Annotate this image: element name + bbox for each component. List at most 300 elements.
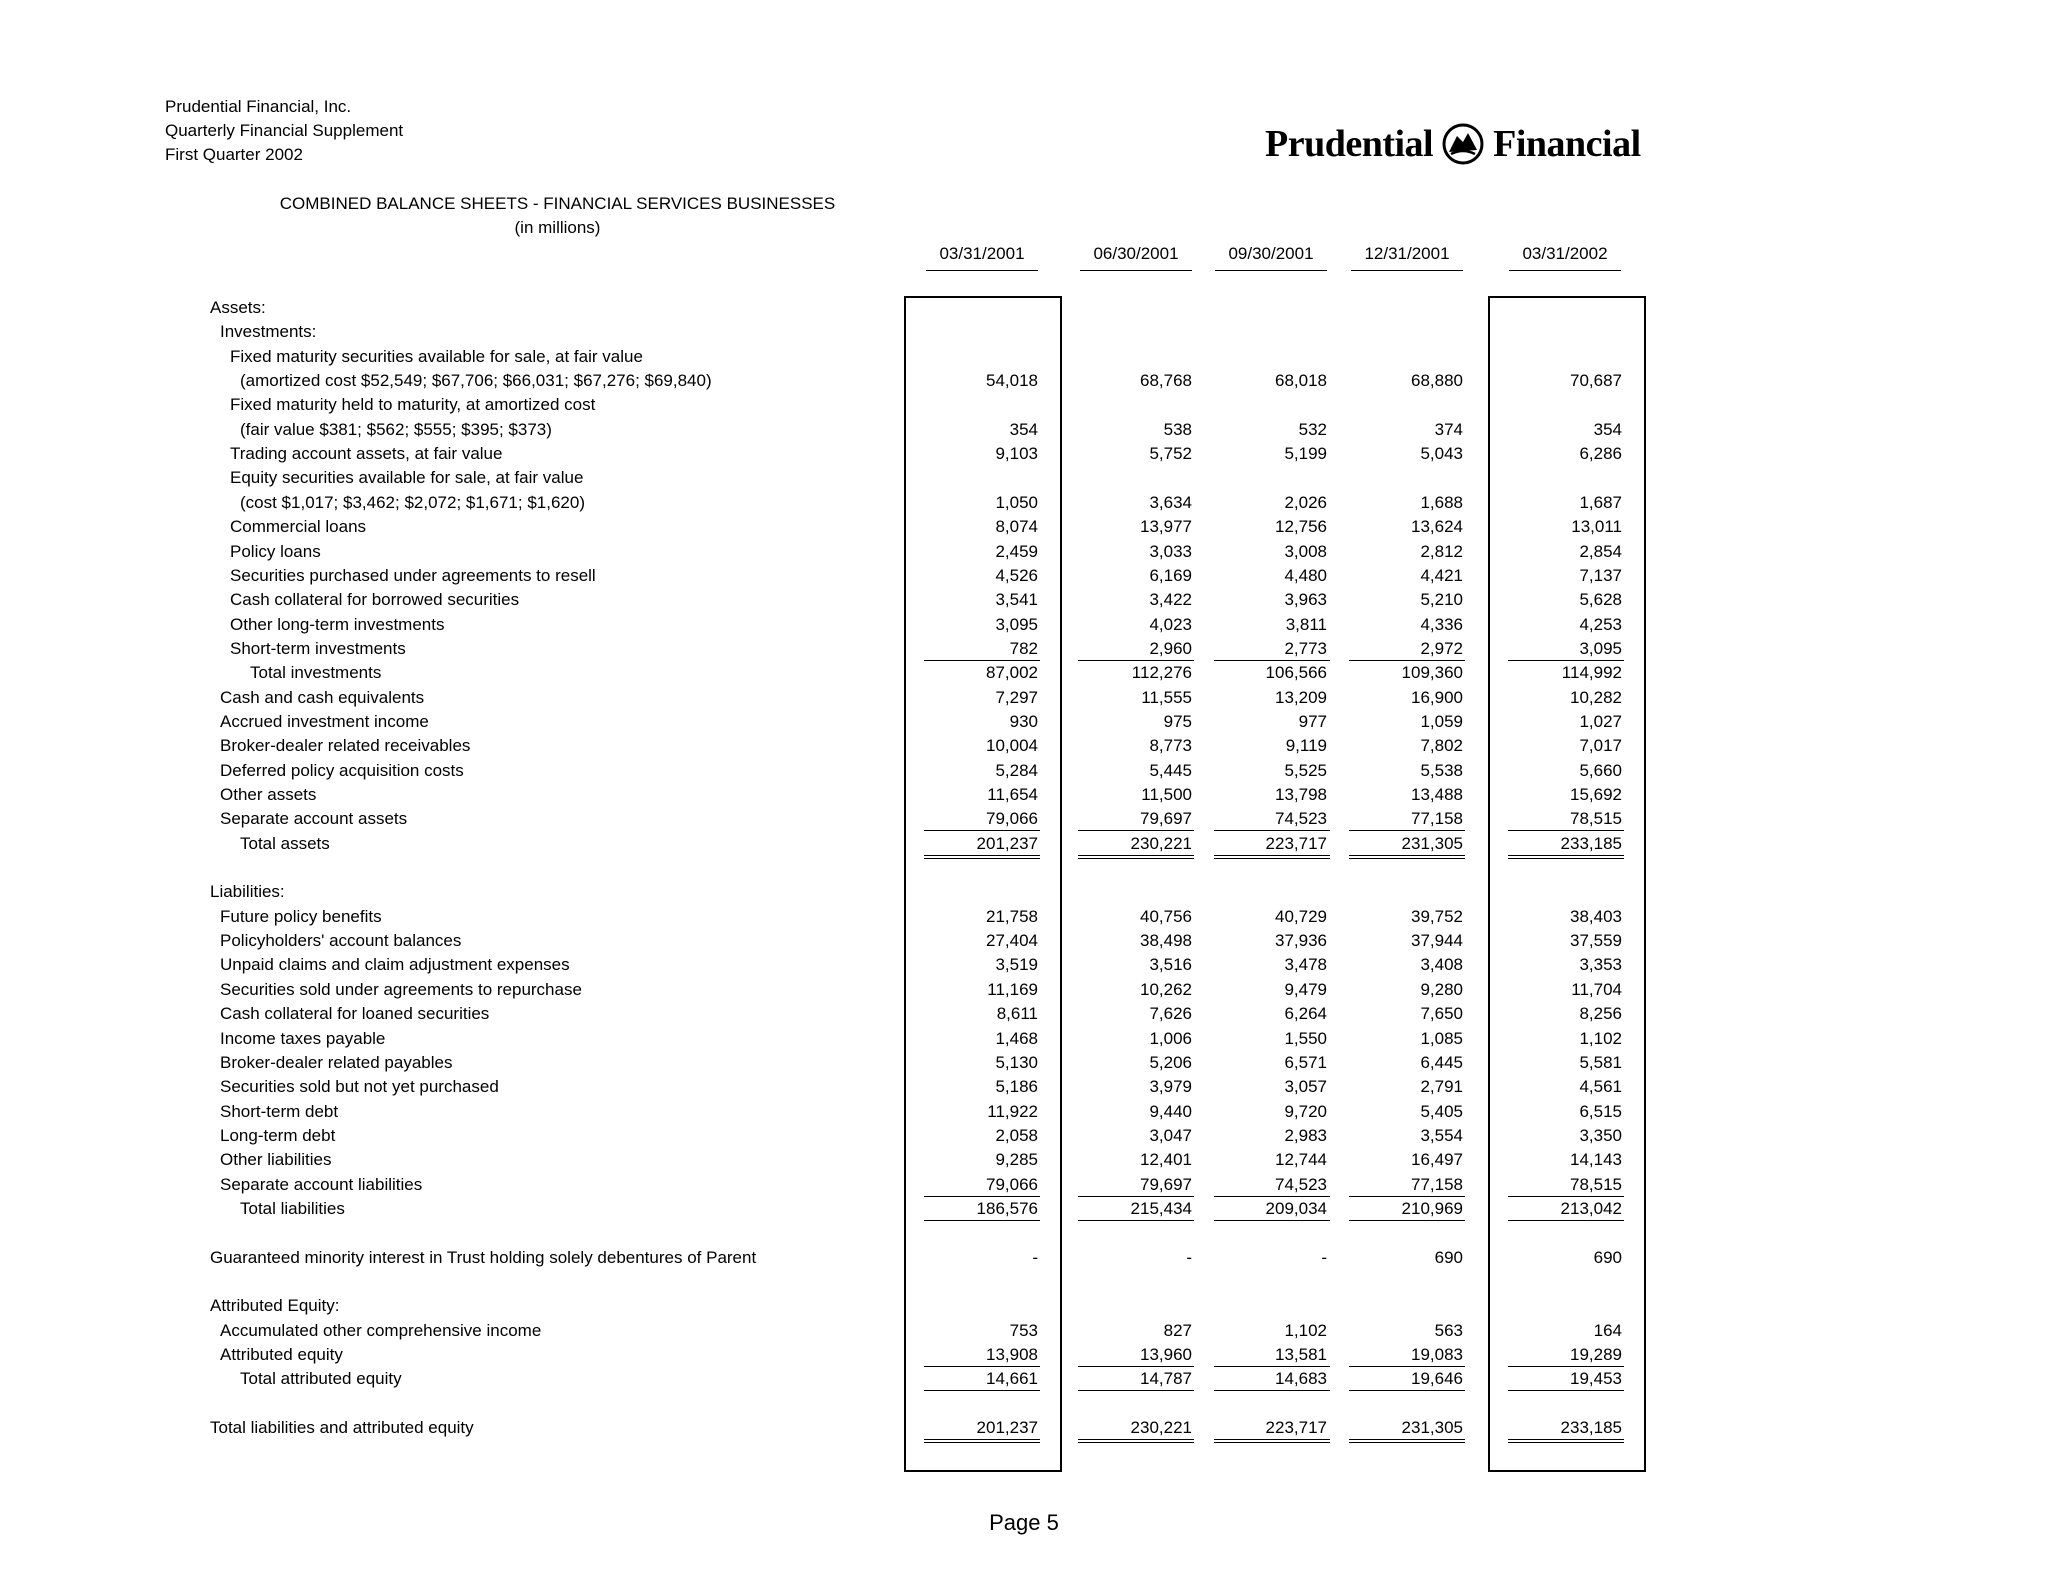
supplement-name: Quarterly Financial Supplement	[165, 121, 404, 140]
table-row	[0, 1248, 2048, 1272]
row-label: Cash and cash equivalents	[220, 688, 425, 707]
row-value: 68,018	[1275, 371, 1327, 390]
single-underline	[1349, 660, 1465, 661]
row-value: 354	[1593, 420, 1622, 439]
single-underline	[1508, 1366, 1624, 1367]
row-label: Other long-term investments	[230, 615, 445, 634]
table-row	[0, 907, 2048, 931]
table-row	[0, 542, 2048, 566]
row-value: 2,773	[1284, 639, 1327, 658]
table-row	[0, 980, 2048, 1004]
row-value: 2,972	[1420, 639, 1463, 658]
row-value: 5,581	[1579, 1053, 1622, 1072]
row-label: Liabilities:	[210, 882, 285, 901]
row-value: 8,773	[1149, 736, 1192, 755]
row-value: 9,103	[995, 444, 1038, 463]
row-value: 2,459	[995, 542, 1038, 561]
table-row	[0, 566, 2048, 590]
row-label: Attributed Equity:	[210, 1296, 340, 1315]
row-value: 2,812	[1420, 542, 1463, 561]
row-value: 3,008	[1284, 542, 1327, 561]
row-value: 9,285	[995, 1150, 1038, 1169]
row-value: 68,880	[1411, 371, 1463, 390]
row-value: 4,421	[1420, 566, 1463, 585]
single-underline	[1214, 660, 1330, 661]
row-value: 201,237	[976, 834, 1038, 853]
single-underline	[1508, 660, 1624, 661]
row-value: 563	[1434, 1321, 1463, 1340]
table-row	[0, 420, 2048, 444]
row-label: Policyholders' account balances	[220, 931, 462, 950]
row-value: 5,130	[995, 1053, 1038, 1072]
page-subtitle: (in millions)	[514, 218, 601, 237]
row-label: Total liabilities	[240, 1199, 345, 1218]
row-value: 78,515	[1570, 809, 1622, 828]
table-row	[0, 298, 2048, 322]
row-value: 4,561	[1579, 1077, 1622, 1096]
table-row	[0, 1004, 2048, 1028]
table-row	[0, 371, 2048, 395]
row-value: 1,688	[1420, 493, 1463, 512]
single-underline	[1078, 1196, 1194, 1197]
row-label: Securities purchased under agreements to resell	[230, 566, 596, 585]
row-value: 7,017	[1579, 736, 1622, 755]
row-value: 223,717	[1265, 834, 1327, 853]
row-value: 2,854	[1579, 542, 1622, 561]
single-underline	[1508, 1196, 1624, 1197]
row-value: 231,305	[1401, 834, 1463, 853]
row-value: 37,559	[1570, 931, 1622, 950]
quarter-label: First Quarter 2002	[165, 145, 303, 164]
row-value: 11,704	[1571, 980, 1622, 999]
row-value: 2,791	[1420, 1077, 1463, 1096]
double-underline	[924, 1439, 1040, 1443]
table-row	[0, 347, 2048, 371]
table-row	[0, 395, 2048, 419]
row-value: 5,660	[1579, 761, 1622, 780]
row-label: Accumulated other comprehensive income	[220, 1321, 542, 1340]
row-value: 13,977	[1140, 517, 1192, 536]
row-value: 7,802	[1420, 736, 1463, 755]
row-value: 230,221	[1130, 1418, 1192, 1437]
row-label: Commercial loans	[230, 517, 367, 536]
row-value: 215,434	[1130, 1199, 1192, 1218]
company-name: Prudential Financial, Inc.	[165, 97, 352, 116]
row-value: 77,158	[1411, 1175, 1463, 1194]
table-row	[0, 663, 2048, 687]
row-value: 6,169	[1149, 566, 1192, 585]
double-underline	[1078, 1439, 1194, 1443]
row-value: 27,404	[986, 931, 1038, 950]
row-label: Short-term debt	[220, 1102, 339, 1121]
row-label: Total investments	[250, 663, 382, 682]
table-row	[0, 955, 2048, 979]
row-value: 233,185	[1560, 1418, 1622, 1437]
row-value: 3,634	[1149, 493, 1192, 512]
single-underline	[1508, 1220, 1624, 1221]
single-underline	[1078, 830, 1194, 831]
single-underline	[924, 1220, 1040, 1221]
table-row	[0, 1321, 2048, 1345]
row-value: 7,297	[995, 688, 1038, 707]
row-label: Future policy benefits	[220, 907, 382, 926]
row-value: 19,646	[1411, 1369, 1463, 1388]
row-label: Unpaid claims and claim adjustment expenses	[220, 955, 570, 974]
row-value: 223,717	[1265, 1418, 1327, 1437]
row-value: 1,468	[995, 1029, 1038, 1048]
double-underline	[1349, 1439, 1465, 1443]
table-row	[0, 590, 2048, 614]
row-value: 16,497	[1411, 1150, 1463, 1169]
row-value: 5,445	[1149, 761, 1192, 780]
table-row	[0, 1369, 2048, 1393]
table-row	[0, 322, 2048, 346]
single-underline	[924, 660, 1040, 661]
row-value: 1,102	[1284, 1321, 1327, 1340]
row-value: 8,074	[995, 517, 1038, 536]
row-value: 77,158	[1411, 809, 1463, 828]
logo-text-left: Prudential	[1265, 123, 1434, 165]
row-value: 3,478	[1284, 955, 1327, 974]
row-value: 7,650	[1420, 1004, 1463, 1023]
table-row	[0, 1029, 2048, 1053]
row-value: 6,264	[1284, 1004, 1327, 1023]
row-label: Trading account assets, at fair value	[230, 444, 503, 463]
row-value: 1,027	[1579, 712, 1622, 731]
row-value: 13,488	[1411, 785, 1463, 804]
row-value: -	[1186, 1248, 1192, 1267]
row-label: Assets:	[210, 298, 266, 317]
row-value: 2,026	[1284, 493, 1327, 512]
table-row	[0, 444, 2048, 468]
row-value: 109,360	[1401, 663, 1463, 682]
row-value: 3,963	[1284, 590, 1327, 609]
row-value: 354	[1009, 420, 1038, 439]
row-value: 753	[1009, 1321, 1038, 1340]
table-row	[0, 1126, 2048, 1150]
table-row	[0, 615, 2048, 639]
row-value: 3,353	[1579, 955, 1622, 974]
row-value: 3,519	[995, 955, 1038, 974]
row-value: 209,034	[1265, 1199, 1327, 1218]
row-value: 3,541	[995, 590, 1038, 609]
single-underline	[924, 1390, 1040, 1391]
row-value: 213,042	[1560, 1199, 1622, 1218]
row-value: 74,523	[1275, 1175, 1327, 1194]
single-underline	[924, 830, 1040, 831]
row-value: 164	[1593, 1321, 1622, 1340]
row-value: 233,185	[1560, 834, 1622, 853]
table-row	[0, 882, 2048, 906]
row-label: Total liabilities and attributed equity	[210, 1418, 474, 1437]
single-underline	[1349, 1390, 1465, 1391]
row-value: 7,137	[1579, 566, 1622, 585]
row-value: 690	[1593, 1248, 1622, 1267]
row-value: 12,401	[1140, 1150, 1192, 1169]
row-value: 6,515	[1579, 1102, 1622, 1121]
row-value: 2,983	[1284, 1126, 1327, 1145]
table-row	[0, 1077, 2048, 1101]
table-row	[0, 785, 2048, 809]
table-row	[0, 493, 2048, 517]
table-row	[0, 1175, 2048, 1199]
logo-text-right: Financial	[1493, 123, 1641, 165]
row-value: 9,440	[1149, 1102, 1192, 1121]
table-row	[0, 736, 2048, 760]
row-value: 9,280	[1420, 980, 1463, 999]
row-value: 201,237	[976, 1418, 1038, 1437]
row-value: 186,576	[976, 1199, 1038, 1218]
double-underline	[1508, 1439, 1624, 1443]
row-value: 3,408	[1420, 955, 1463, 974]
row-value: 39,752	[1411, 907, 1463, 926]
single-underline	[1214, 1196, 1330, 1197]
row-value: 13,209	[1275, 688, 1327, 707]
row-value: 14,683	[1275, 1369, 1327, 1388]
row-value: 5,043	[1420, 444, 1463, 463]
row-value: 3,057	[1284, 1077, 1327, 1096]
table-row	[0, 1394, 2048, 1418]
single-underline	[1214, 1390, 1330, 1391]
single-underline	[924, 1196, 1040, 1197]
row-label: Income taxes payable	[220, 1029, 386, 1048]
row-value: 5,525	[1284, 761, 1327, 780]
row-value: 4,480	[1284, 566, 1327, 585]
row-value: 21,758	[986, 907, 1038, 926]
row-value: 79,066	[986, 809, 1038, 828]
row-value: 13,960	[1140, 1345, 1192, 1364]
row-label: Other liabilities	[220, 1150, 332, 1169]
row-label: Equity securities available for sale, at fair value	[230, 468, 584, 487]
row-value: 2,960	[1149, 639, 1192, 658]
row-value: 87,002	[986, 663, 1038, 682]
row-value: 6,445	[1420, 1053, 1463, 1072]
row-value: 54,018	[986, 371, 1038, 390]
table-row	[0, 468, 2048, 492]
row-value: 6,286	[1579, 444, 1622, 463]
row-value: 690	[1434, 1248, 1463, 1267]
row-value: 3,095	[1579, 639, 1622, 658]
table-row	[0, 1223, 2048, 1247]
table-row	[0, 858, 2048, 882]
row-value: 16,900	[1411, 688, 1463, 707]
row-value: 210,969	[1401, 1199, 1463, 1218]
table-row	[0, 1272, 2048, 1296]
table-row	[0, 517, 2048, 541]
column-header: 06/30/2001	[1080, 244, 1192, 271]
row-value: 6,571	[1284, 1053, 1327, 1072]
row-value: 538	[1163, 420, 1192, 439]
single-underline	[1078, 660, 1194, 661]
table-row	[0, 761, 2048, 785]
row-value: 11,500	[1141, 785, 1192, 804]
row-value: 11,922	[987, 1102, 1038, 1121]
row-value: 3,979	[1149, 1077, 1192, 1096]
row-value: 5,199	[1284, 444, 1327, 463]
column-header: 12/31/2001	[1351, 244, 1463, 271]
table-row	[0, 1150, 2048, 1174]
table-row	[0, 688, 2048, 712]
rock-icon	[1441, 122, 1485, 166]
row-label: (fair value $381; $562; $555; $395; $373)	[240, 420, 552, 439]
table-row	[0, 809, 2048, 833]
row-value: 827	[1163, 1321, 1192, 1340]
row-value: 1,102	[1579, 1029, 1622, 1048]
row-value: 14,143	[1570, 1150, 1622, 1169]
row-value: 11,169	[987, 980, 1038, 999]
row-value: 3,811	[1285, 615, 1327, 634]
table-row	[0, 931, 2048, 955]
column-header: 03/31/2001	[926, 244, 1038, 271]
row-value: 13,908	[986, 1345, 1038, 1364]
row-value: 930	[1009, 712, 1038, 731]
single-underline	[1078, 1366, 1194, 1367]
prudential-logo	[1265, 122, 1641, 166]
row-value: 70,687	[1570, 371, 1622, 390]
row-value: 79,697	[1140, 1175, 1192, 1194]
row-label: Short-term investments	[230, 639, 406, 658]
row-label: Long-term debt	[220, 1126, 336, 1145]
row-label: Broker-dealer related payables	[220, 1053, 453, 1072]
double-underline	[1214, 1439, 1330, 1443]
table-row	[0, 1199, 2048, 1223]
row-value: 68,768	[1140, 371, 1192, 390]
row-value: 4,526	[995, 566, 1038, 585]
row-value: 1,687	[1579, 493, 1622, 512]
row-value: 5,284	[995, 761, 1038, 780]
table-row	[0, 1296, 2048, 1320]
row-value: 4,253	[1579, 615, 1622, 634]
row-value: 10,282	[1570, 688, 1622, 707]
row-value: 40,756	[1140, 907, 1192, 926]
row-value: 4,336	[1420, 615, 1463, 634]
row-value: 3,350	[1579, 1126, 1622, 1145]
row-label: Securities sold under agreements to repurchase	[220, 980, 582, 999]
row-value: 2,058	[995, 1126, 1038, 1145]
row-label: Guaranteed minority interest in Trust holding solely debentures of Parent	[210, 1248, 757, 1267]
table-row	[0, 1418, 2048, 1442]
row-value: 1,550	[1284, 1029, 1327, 1048]
row-value: 10,262	[1140, 980, 1192, 999]
single-underline	[1078, 1220, 1194, 1221]
row-value: 37,944	[1411, 931, 1463, 950]
row-value: 3,422	[1149, 590, 1192, 609]
single-underline	[1349, 1196, 1465, 1197]
row-value: 8,256	[1579, 1004, 1622, 1023]
row-value: 11,555	[1141, 688, 1192, 707]
row-label: Separate account assets	[220, 809, 408, 828]
row-value: 5,628	[1579, 590, 1622, 609]
row-value: 38,403	[1570, 907, 1622, 926]
row-value: 532	[1298, 420, 1327, 439]
row-value: 782	[1009, 639, 1038, 658]
single-underline	[1214, 1220, 1330, 1221]
row-value: 79,066	[986, 1175, 1038, 1194]
row-label: Total attributed equity	[240, 1369, 402, 1388]
row-value: 5,186	[995, 1077, 1038, 1096]
row-value: 975	[1163, 712, 1192, 731]
row-label: Separate account liabilities	[220, 1175, 423, 1194]
row-value: 112,276	[1131, 663, 1192, 682]
single-underline	[1078, 1390, 1194, 1391]
row-value: 5,752	[1149, 444, 1192, 463]
row-value: 12,744	[1275, 1150, 1327, 1169]
row-label: Accrued investment income	[220, 712, 429, 731]
row-value: 13,581	[1275, 1345, 1327, 1364]
row-value: 37,936	[1275, 931, 1327, 950]
row-value: 1,050	[995, 493, 1038, 512]
row-label: (amortized cost $52,549; $67,706; $66,031; $67,276; $69,840)	[240, 371, 712, 390]
row-label: Cash collateral for borrowed securities	[230, 590, 520, 609]
row-value: 977	[1298, 712, 1327, 731]
row-value: 38,498	[1140, 931, 1192, 950]
row-value: 15,692	[1570, 785, 1622, 804]
row-value: 1,059	[1420, 712, 1463, 731]
row-label: Broker-dealer related receivables	[220, 736, 471, 755]
table-row	[0, 1053, 2048, 1077]
single-underline	[1214, 830, 1330, 831]
single-underline	[1349, 1366, 1465, 1367]
row-value: 40,729	[1275, 907, 1327, 926]
single-underline	[1349, 1220, 1465, 1221]
row-value: 1,006	[1149, 1029, 1192, 1048]
row-label: Investments:	[220, 322, 317, 341]
row-value: 231,305	[1401, 1418, 1463, 1437]
table-row	[0, 1345, 2048, 1369]
row-label: Total assets	[240, 834, 330, 853]
row-value: 1,085	[1420, 1029, 1463, 1048]
row-value: 79,697	[1140, 809, 1192, 828]
row-value: 9,720	[1284, 1102, 1327, 1121]
row-value: 3,033	[1149, 542, 1192, 561]
row-value: 114,992	[1561, 663, 1622, 682]
table-row	[0, 1102, 2048, 1126]
single-underline	[924, 1366, 1040, 1367]
row-value: 5,210	[1420, 590, 1463, 609]
row-label: Fixed maturity held to maturity, at amortized cost	[230, 395, 596, 414]
row-value: 13,798	[1275, 785, 1327, 804]
row-label: Other assets	[220, 785, 317, 804]
row-value: 11,654	[987, 785, 1038, 804]
table-row	[0, 639, 2048, 663]
single-underline	[1508, 1390, 1624, 1391]
row-value: 19,083	[1411, 1345, 1463, 1364]
row-value: 5,206	[1149, 1053, 1192, 1072]
row-value: 5,538	[1420, 761, 1463, 780]
row-value: 13,011	[1571, 517, 1622, 536]
row-value: -	[1321, 1248, 1327, 1267]
row-value: 3,047	[1149, 1126, 1192, 1145]
row-label: Securities sold but not yet purchased	[220, 1077, 499, 1096]
row-value: 9,479	[1284, 980, 1327, 999]
row-value: 4,023	[1149, 615, 1192, 634]
row-value: 78,515	[1570, 1175, 1622, 1194]
table-row	[0, 834, 2048, 858]
column-header: 03/31/2002	[1509, 244, 1621, 271]
row-value: 8,611	[996, 1004, 1038, 1023]
row-value: 374	[1434, 420, 1463, 439]
single-underline	[1508, 830, 1624, 831]
row-value: 14,787	[1140, 1369, 1192, 1388]
row-label: Attributed equity	[220, 1345, 343, 1364]
row-value: 230,221	[1130, 834, 1192, 853]
row-label: Policy loans	[230, 542, 321, 561]
row-value: 12,756	[1275, 517, 1327, 536]
page-title: COMBINED BALANCE SHEETS - FINANCIAL SERVICES BUSINESSES	[279, 194, 836, 213]
row-value: -	[1032, 1248, 1038, 1267]
row-value: 10,004	[986, 736, 1038, 755]
row-label: Cash collateral for loaned securities	[220, 1004, 490, 1023]
